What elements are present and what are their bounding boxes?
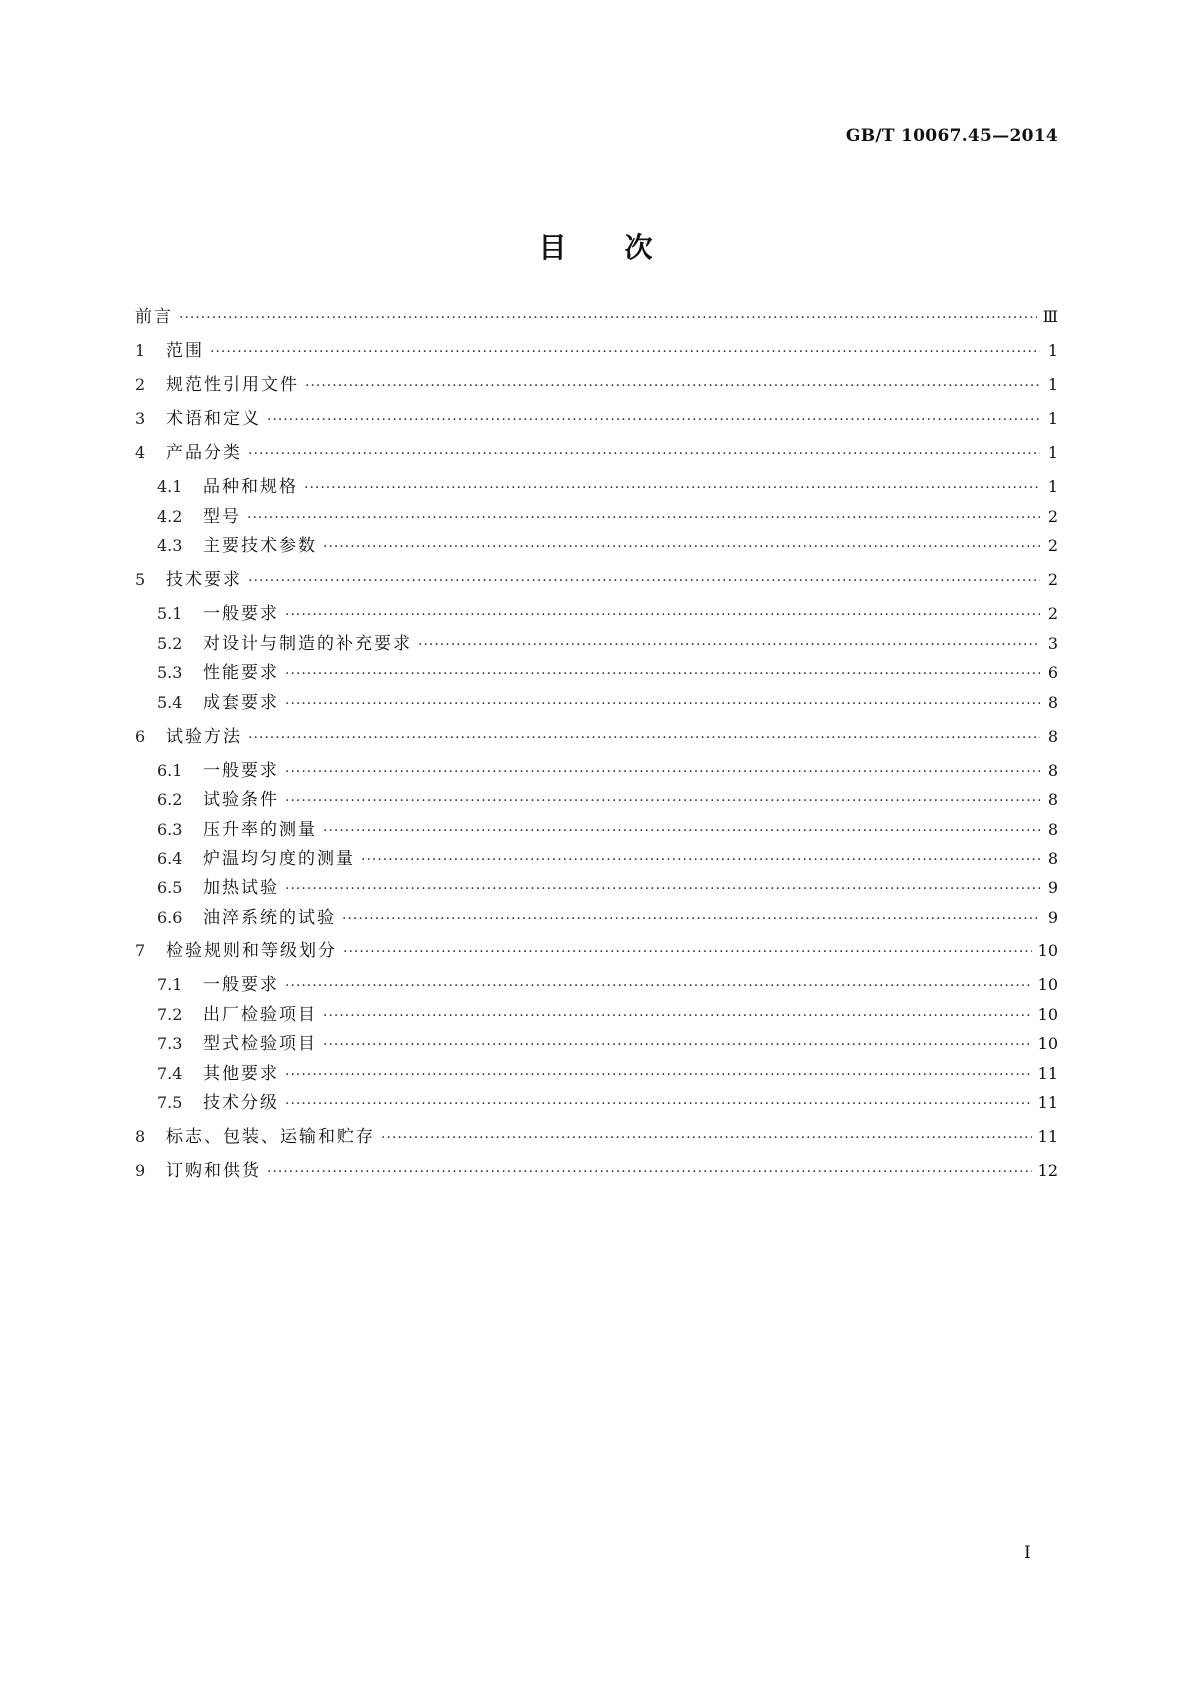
- toc-entry-number: 4: [135, 443, 146, 462]
- toc-entry[interactable]: [135, 1158, 1058, 1184]
- toc-entry-page: 2: [1047, 604, 1058, 623]
- dot-leader: [323, 818, 1040, 844]
- toc-entry-number: 6.1: [157, 761, 183, 780]
- toc-entry-number: 7.4: [157, 1064, 183, 1083]
- toc-entry-label: 规范性引用文件: [166, 375, 299, 395]
- toc-entry-label: 一般要求: [203, 975, 279, 995]
- dot-leader: [304, 475, 1040, 501]
- toc-entry-number: 7.3: [157, 1034, 183, 1053]
- toc-entry-label: 产品分类: [166, 443, 242, 463]
- toc-entry-label: 试验条件: [203, 790, 279, 810]
- dot-leader: [323, 1032, 1032, 1058]
- toc-entry-page: 6: [1047, 663, 1058, 682]
- toc-subentry[interactable]: [157, 660, 1058, 686]
- toc-subentry[interactable]: [157, 474, 1058, 500]
- dot-leader: [247, 505, 1040, 531]
- dot-leader: [285, 1091, 1032, 1117]
- toc-entry-page: 11: [1037, 1093, 1058, 1112]
- toc-entry-page: 11: [1037, 1127, 1058, 1146]
- toc-entry-label: 一般要求: [203, 604, 279, 624]
- toc-entry-label: 性能要求: [203, 663, 279, 683]
- dot-leader: [285, 661, 1040, 687]
- dot-leader: [285, 602, 1040, 628]
- toc-entry-page: 8: [1047, 761, 1058, 780]
- dot-leader: [323, 1003, 1032, 1029]
- toc-entry-label: 检验规则和等级划分: [166, 941, 337, 961]
- toc-entry-page: 12: [1037, 1161, 1058, 1180]
- toc-entry-label: 前言: [135, 307, 173, 327]
- toc-entry-page: 10: [1037, 941, 1058, 960]
- dot-leader: [248, 725, 1040, 751]
- toc-entry-label: 订购和供货: [166, 1161, 261, 1181]
- toc-subentry[interactable]: [157, 758, 1058, 784]
- toc-entry-number: 5.4: [157, 693, 183, 712]
- toc-entry-number: 7.2: [157, 1005, 183, 1024]
- toc-entry-label: 炉温均匀度的测量: [203, 849, 355, 869]
- toc-entry-number: 7.1: [157, 975, 183, 994]
- toc-entry-label: 出厂检验项目: [203, 1005, 317, 1025]
- toc-entry-page: 1: [1047, 375, 1058, 394]
- toc-entry[interactable]: [135, 372, 1058, 398]
- toc-subentry[interactable]: [157, 787, 1058, 813]
- toc-entry-number: 6: [135, 727, 146, 746]
- dot-leader: [418, 632, 1040, 658]
- standard-code: GB/T 10067.45—2014: [845, 126, 1058, 146]
- toc-subentry[interactable]: [157, 601, 1058, 627]
- dot-leader: [248, 568, 1040, 594]
- toc-entry-page: 11: [1037, 1064, 1058, 1083]
- dot-leader: [285, 788, 1040, 814]
- toc-entry-label: 压升率的测量: [203, 820, 317, 840]
- dot-leader: [285, 973, 1032, 999]
- toc-entry-page: 8: [1047, 849, 1058, 868]
- toc-entry-number: 6.5: [157, 878, 183, 897]
- toc-entry-number: 4.3: [157, 536, 183, 555]
- dot-leader: [248, 441, 1040, 467]
- toc-entry-label: 技术要求: [166, 570, 242, 590]
- dot-leader: [285, 691, 1040, 717]
- toc-entry-label: 油淬系统的试验: [203, 908, 336, 928]
- toc-entry-label: 标志、包装、运输和贮存: [166, 1127, 375, 1147]
- dot-leader: [285, 876, 1040, 902]
- toc-entry-number: 4.2: [157, 507, 183, 526]
- toc-entry-label: 主要技术参数: [203, 536, 317, 556]
- toc-entry-number: 3: [135, 409, 146, 428]
- toc-subentry[interactable]: [157, 846, 1058, 872]
- dot-leader: [305, 373, 1040, 399]
- toc-entry-number: 7: [135, 941, 146, 960]
- toc-entry-number: 1: [135, 341, 146, 360]
- dot-leader: [285, 759, 1040, 785]
- dot-leader: [210, 339, 1040, 365]
- toc-subentry[interactable]: [157, 1090, 1058, 1116]
- toc-subentry[interactable]: [157, 1061, 1058, 1087]
- toc-entry-label: 术语和定义: [166, 409, 261, 429]
- toc-entry[interactable]: [135, 440, 1058, 466]
- toc-subentry[interactable]: [157, 1002, 1058, 1028]
- toc-entry[interactable]: [135, 338, 1058, 364]
- toc-entry-label: 加热试验: [203, 878, 279, 898]
- toc-subentry[interactable]: [157, 504, 1058, 530]
- toc-entry-number: 6.6: [157, 908, 183, 927]
- toc-entry[interactable]: [135, 304, 1058, 330]
- dot-leader: [323, 534, 1040, 560]
- title-char-2: 次: [624, 231, 653, 264]
- dot-leader: [381, 1125, 1032, 1151]
- toc-subentry[interactable]: [157, 905, 1058, 931]
- toc-entry-label: 品种和规格: [203, 477, 298, 497]
- dot-leader: [343, 939, 1032, 965]
- toc-entry-label: 范围: [166, 341, 204, 361]
- toc-subentry[interactable]: [157, 817, 1058, 843]
- toc-entry-label: 一般要求: [203, 761, 279, 781]
- toc-entry-page: 9: [1047, 908, 1058, 927]
- toc-entry-number: 4.1: [157, 477, 183, 496]
- toc-entry-number: 6.4: [157, 849, 183, 868]
- dot-leader: [267, 1159, 1032, 1185]
- dot-leader: [179, 305, 1037, 331]
- toc-entry-label: 型号: [203, 507, 241, 527]
- dot-leader: [267, 407, 1040, 433]
- toc-entry[interactable]: [135, 724, 1058, 750]
- toc-entry-number: 6.2: [157, 790, 183, 809]
- toc-entry-number: 7.5: [157, 1093, 183, 1112]
- toc-entry-page: 10: [1037, 1034, 1058, 1053]
- toc-entry-page: 1: [1047, 341, 1058, 360]
- toc-entry-page: 8: [1047, 727, 1058, 746]
- toc-entry-label: 型式检验项目: [203, 1034, 317, 1054]
- toc-entry-number: 9: [135, 1161, 146, 1180]
- toc-entry-label: 技术分级: [203, 1093, 279, 1113]
- toc-entry-label: 成套要求: [203, 693, 279, 713]
- toc-subentry[interactable]: [157, 631, 1058, 657]
- toc-entry-page: 10: [1037, 975, 1058, 994]
- toc-entry-label: 对设计与制造的补充要求: [203, 634, 412, 654]
- toc-subentry[interactable]: [157, 972, 1058, 998]
- toc-subentry[interactable]: [157, 533, 1058, 559]
- page-title: [0, 226, 1191, 266]
- toc-subentry[interactable]: [157, 875, 1058, 901]
- toc-entry-page: 9: [1047, 878, 1058, 897]
- toc-entry-number: 2: [135, 375, 146, 394]
- page-number: I: [1024, 1543, 1031, 1563]
- toc-entry-page: 2: [1047, 507, 1058, 526]
- toc-entry-page: 2: [1047, 536, 1058, 555]
- toc-entry-page: 8: [1047, 693, 1058, 712]
- toc-entry-page: 3: [1047, 634, 1058, 653]
- toc-entry-label: 试验方法: [166, 727, 242, 747]
- dot-leader: [285, 1062, 1032, 1088]
- toc-entry-number: 5.3: [157, 663, 183, 682]
- toc-entry-page: 8: [1047, 790, 1058, 809]
- toc-entry-label: 其他要求: [203, 1064, 279, 1084]
- toc-entry[interactable]: [135, 938, 1058, 964]
- toc-entry-page: 2: [1047, 570, 1058, 589]
- toc-subentry[interactable]: [157, 1031, 1058, 1057]
- toc-subentry[interactable]: [157, 690, 1058, 716]
- toc-entry-number: 5.2: [157, 634, 183, 653]
- toc-entry-page: Ⅲ: [1042, 307, 1058, 326]
- toc-entry-page: 1: [1047, 443, 1058, 462]
- dot-leader: [361, 847, 1040, 873]
- toc-entry-number: 5: [135, 570, 146, 589]
- toc-entry-page: 10: [1037, 1005, 1058, 1024]
- toc-entry-number: 6.3: [157, 820, 183, 839]
- toc-entry-number: 5.1: [157, 604, 183, 623]
- toc-entry[interactable]: [135, 1124, 1058, 1150]
- toc-entry-page: 1: [1047, 409, 1058, 428]
- toc-entry-page: 8: [1047, 820, 1058, 839]
- toc-entry[interactable]: [135, 406, 1058, 432]
- toc-entry-page: 1: [1047, 477, 1058, 496]
- title-char-1: 目: [538, 231, 567, 264]
- toc-entry-number: 8: [135, 1127, 146, 1146]
- dot-leader: [342, 906, 1040, 932]
- toc-entry[interactable]: [135, 567, 1058, 593]
